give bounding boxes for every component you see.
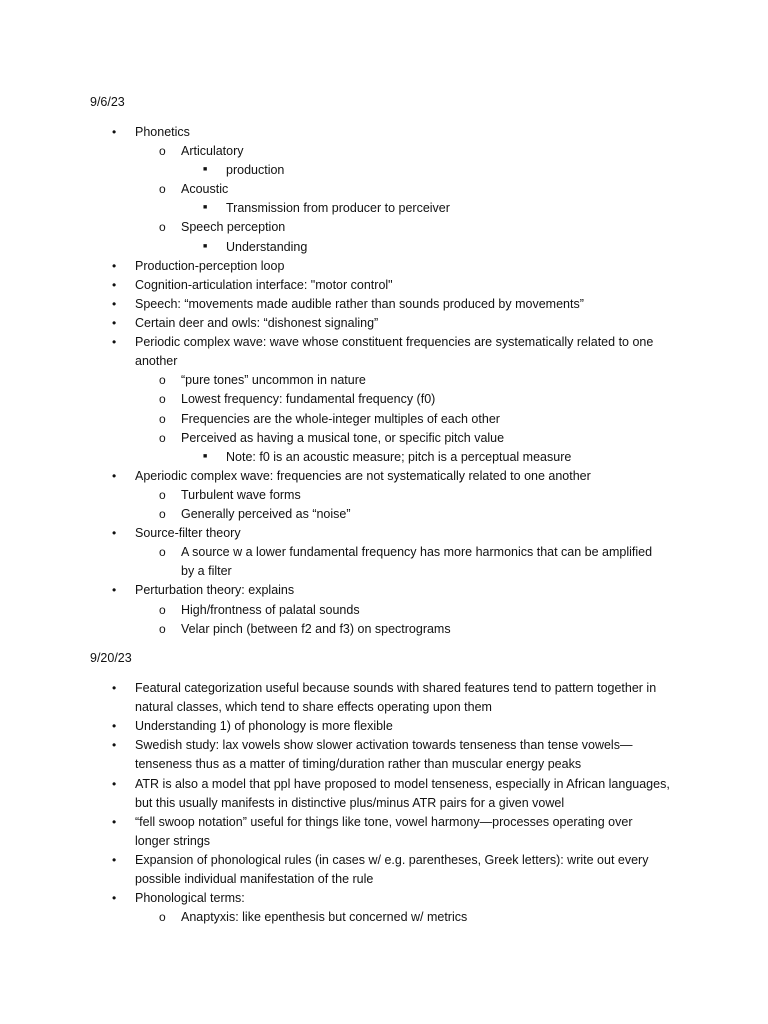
- list-item-text: Transmission from producer to perceiver: [226, 201, 450, 215]
- bullet-dot-icon: •: [112, 583, 117, 597]
- list-item-text: ATR is also a model that ppl have proposed to model tenseness, especially in African languages,: [135, 777, 670, 791]
- list-item-text: Acoustic: [181, 182, 229, 196]
- list-item-text: Generally perceived as “noise”: [181, 507, 351, 521]
- list-item-text: Periodic complex wave: wave whose constituent frequencies are systematically related to one: [135, 335, 654, 349]
- list-item-text: Cognition-articulation interface: "motor control": [135, 278, 393, 292]
- bullet-dot-icon: •: [112, 125, 117, 139]
- list-item-text: Source-filter theory: [135, 526, 241, 540]
- bullet-circle-icon: o: [159, 910, 166, 924]
- list-item-text: Velar pinch (between f2 and f3) on spectrograms: [181, 622, 451, 636]
- bullet-dot-icon: •: [112, 719, 117, 733]
- list-item-text: another: [135, 354, 178, 368]
- bullet-circle-icon: o: [159, 373, 166, 387]
- bullet-circle-icon: o: [159, 144, 166, 158]
- list-item-text: Expansion of phonological rules (in cases w/ e.g. parentheses, Greek letters): write out every: [135, 853, 649, 867]
- list-item-text: Turbulent wave forms: [181, 488, 301, 502]
- bullet-dot-icon: •: [112, 297, 117, 311]
- bullet-dot-icon: •: [112, 681, 117, 695]
- list-item-text: Lowest frequency: fundamental frequency (f0): [181, 392, 436, 406]
- bullet-dot-icon: •: [112, 526, 117, 540]
- bullet-dot-icon: •: [112, 738, 117, 752]
- list-item-text: by a filter: [181, 564, 232, 578]
- bullet-dot-icon: •: [112, 335, 117, 349]
- section-date: 9/6/23: [90, 95, 125, 109]
- list-item-text: Featural categorization useful because sounds with shared features tend to pattern together in: [135, 681, 657, 695]
- list-item-text: Phonological terms:: [135, 891, 245, 905]
- list-item-text: but this usually manifests in distinctive plus/minus ATR pairs for a given vowel: [135, 796, 565, 810]
- list-item-text: longer strings: [135, 834, 211, 848]
- list-item-text: Aperiodic complex wave: frequencies are not systematically related to one another: [135, 469, 591, 483]
- list-item-text: Production-perception loop: [135, 259, 285, 273]
- list-item-text: “pure tones” uncommon in nature: [181, 373, 366, 387]
- list-item-text: production: [226, 163, 285, 177]
- bullet-square-icon: ■: [203, 243, 208, 250]
- bullet-dot-icon: •: [112, 316, 117, 330]
- bullet-circle-icon: o: [159, 182, 166, 196]
- list-item-text: Anaptyxis: like epenthesis but concerned w/ metrics: [181, 910, 468, 924]
- bullet-circle-icon: o: [159, 392, 166, 406]
- bullet-circle-icon: o: [159, 220, 166, 234]
- bullet-dot-icon: •: [112, 278, 117, 292]
- list-item-text: Speech: “movements made audible rather than sounds produced by movements”: [135, 297, 584, 311]
- list-item-text: Understanding: [226, 240, 308, 254]
- bullet-dot-icon: •: [112, 777, 117, 791]
- section-date: 9/20/23: [90, 651, 132, 665]
- list-item-text: High/frontness of palatal sounds: [181, 603, 360, 617]
- list-item-text: Note: f0 is an acoustic measure; pitch is a perceptual measure: [226, 450, 572, 464]
- bullet-circle-icon: o: [159, 431, 166, 445]
- list-item-text: natural classes, which tend to share effects operating upon them: [135, 700, 492, 714]
- bullet-circle-icon: o: [159, 507, 166, 521]
- bullet-square-icon: ■: [203, 204, 208, 211]
- bullet-square-icon: ■: [203, 166, 208, 173]
- bullet-dot-icon: •: [112, 469, 117, 483]
- list-item-text: possible individual manifestation of the rule: [135, 872, 374, 886]
- list-item-text: Perturbation theory: explains: [135, 583, 295, 597]
- bullet-circle-icon: o: [159, 545, 166, 559]
- list-item-text: “fell swoop notation” useful for things like tone, vowel harmony—processes operating over: [135, 815, 633, 829]
- list-item-text: A source w a lower fundamental frequency has more harmonics that can be amplified: [181, 545, 653, 559]
- bullet-circle-icon: o: [159, 603, 166, 617]
- list-item-text: Phonetics: [135, 125, 190, 139]
- list-item-text: Articulatory: [181, 144, 244, 158]
- bullet-circle-icon: o: [159, 622, 166, 636]
- list-item-text: Perceived as having a musical tone, or specific pitch value: [181, 431, 505, 445]
- list-item-text: Swedish study: lax vowels show slower activation towards tenseness than tense vowels—: [135, 738, 633, 752]
- bullet-circle-icon: o: [159, 488, 166, 502]
- bullet-square-icon: ■: [203, 453, 208, 460]
- bullet-dot-icon: •: [112, 259, 117, 273]
- list-item-text: tenseness thus as a matter of timing/duration rather than muscular energy peaks: [135, 757, 582, 771]
- list-item-text: Frequencies are the whole-integer multiples of each other: [181, 412, 500, 426]
- bullet-circle-icon: o: [159, 412, 166, 426]
- bullet-dot-icon: •: [112, 891, 117, 905]
- bullet-dot-icon: •: [112, 815, 117, 829]
- list-item-text: Certain deer and owls: “dishonest signaling”: [135, 316, 379, 330]
- list-item-text: Understanding 1) of phonology is more flexible: [135, 719, 393, 733]
- bullet-dot-icon: •: [112, 853, 117, 867]
- list-item-text: Speech perception: [181, 220, 286, 234]
